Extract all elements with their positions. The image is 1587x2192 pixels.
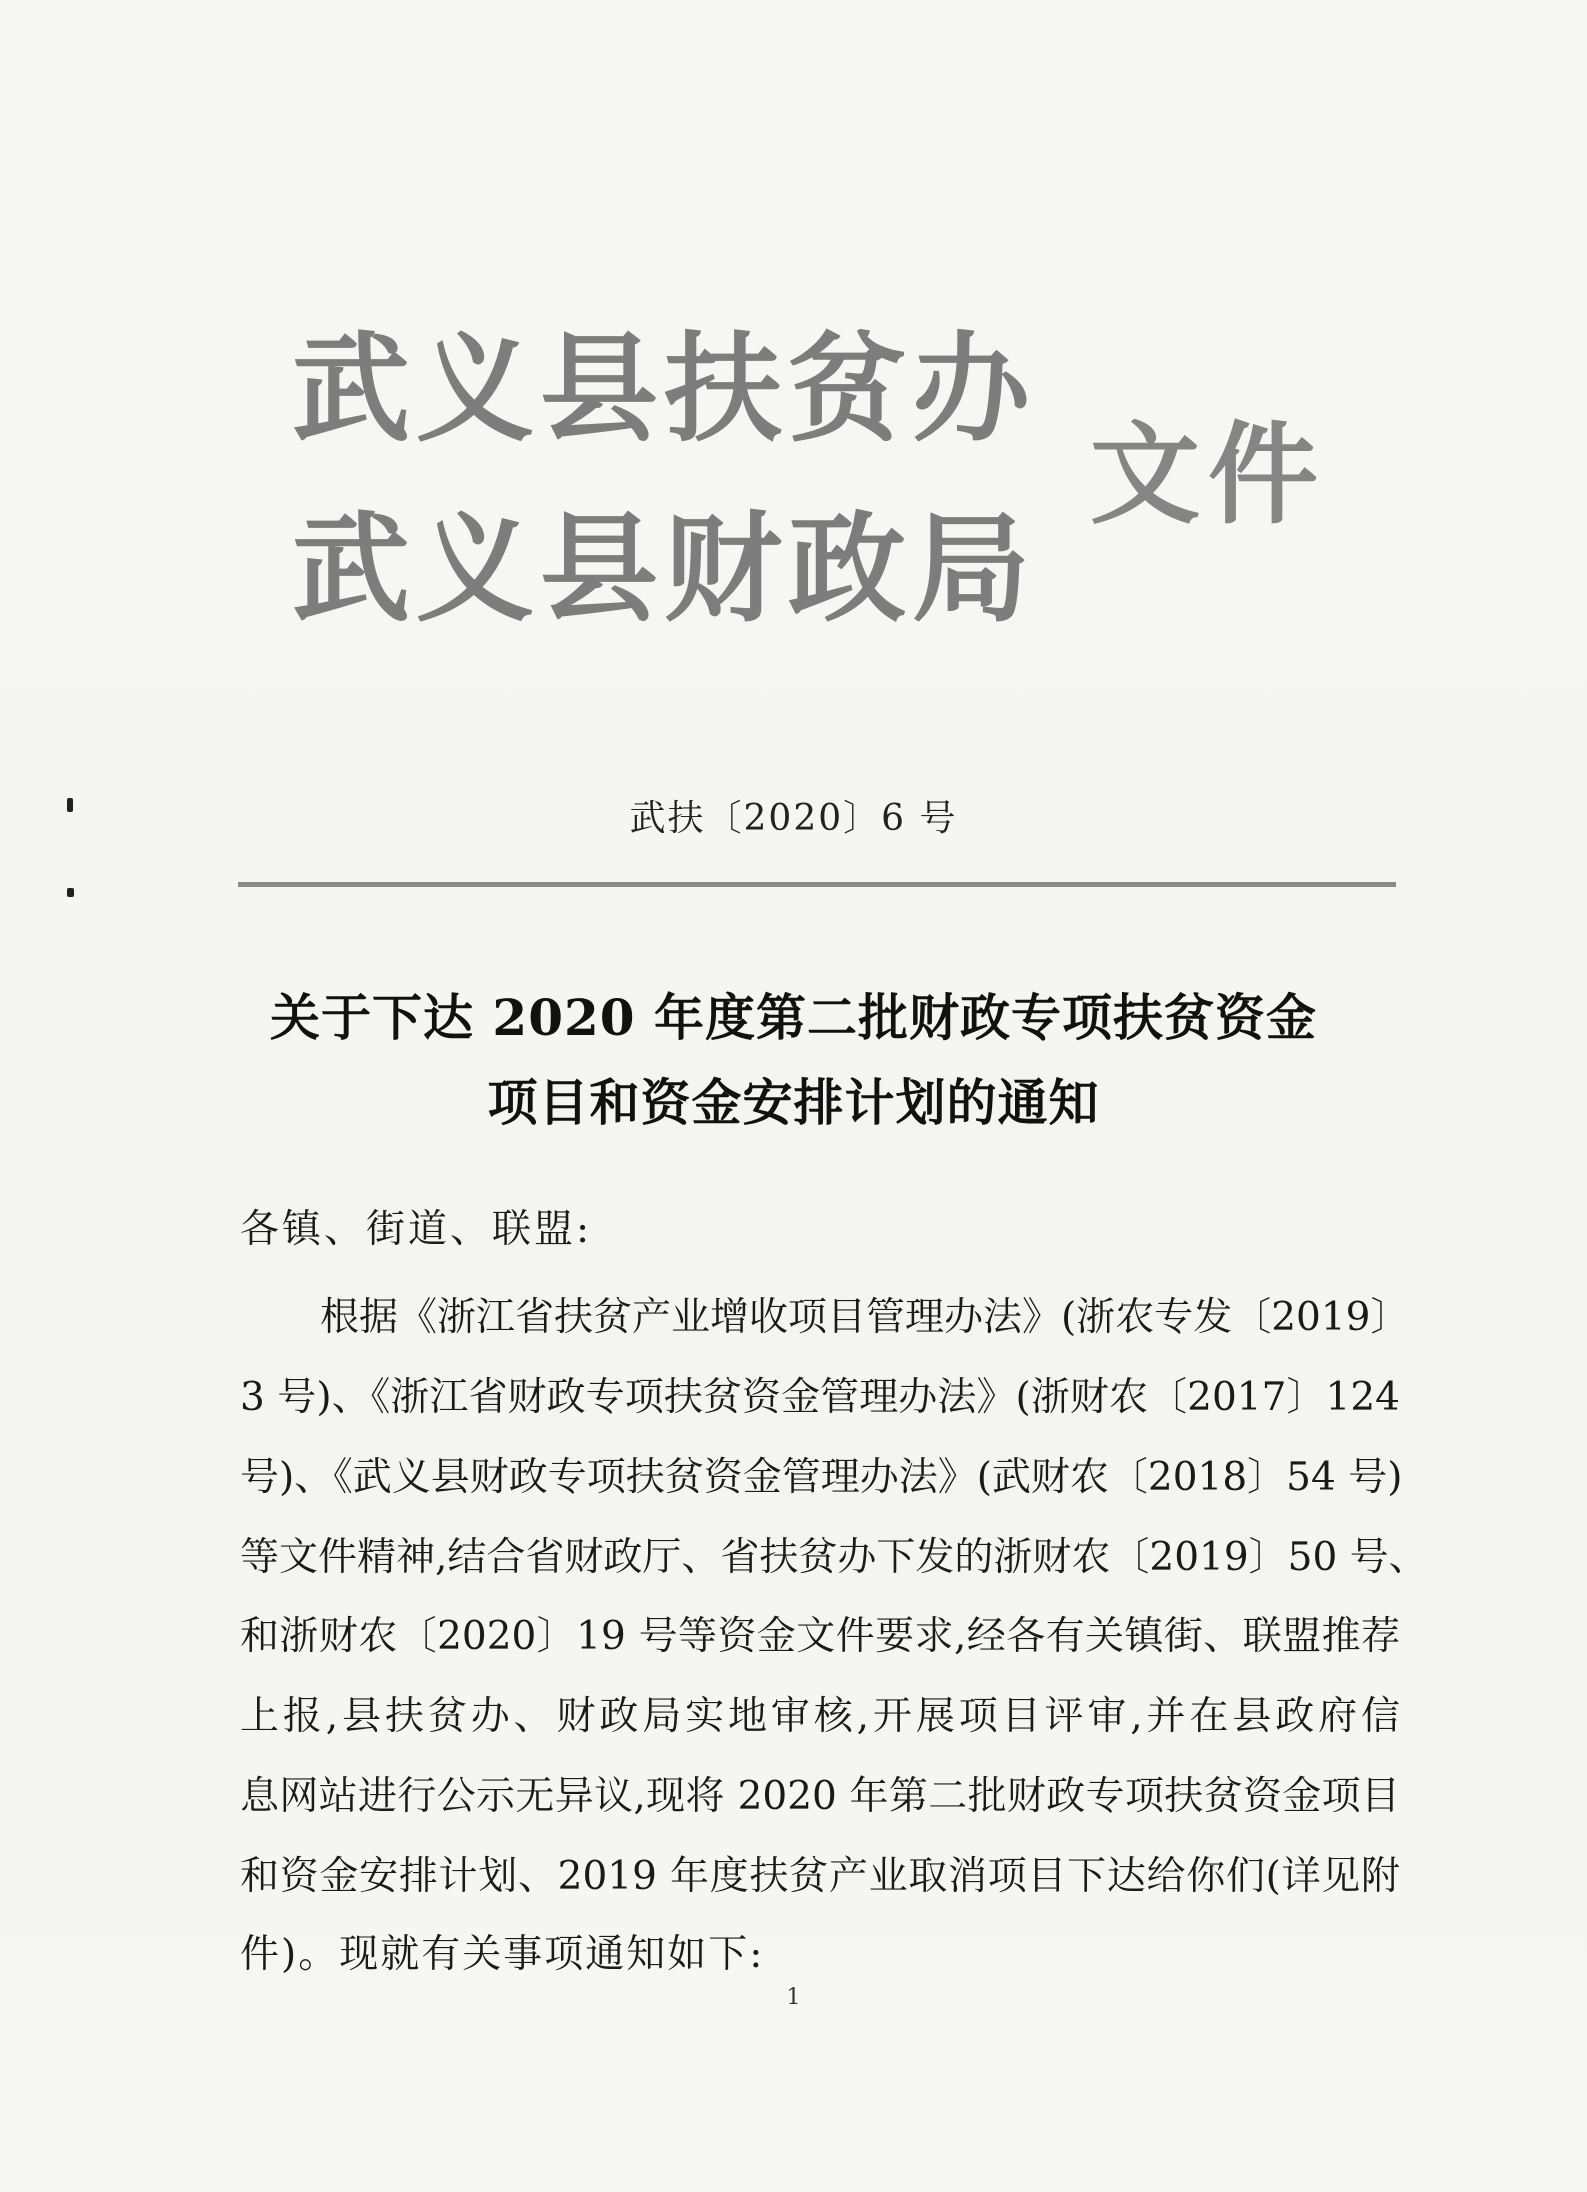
binding-hole-mark xyxy=(67,888,74,897)
body-text-line: 上报,县扶贫办、财政局实地审核,开展项目评审,并在县政府信 xyxy=(240,1694,1400,1739)
header-divider xyxy=(238,882,1396,887)
body-text-line: 和资金安排计划、2019 年度扶贫产业取消项目下达给你们(详见附 xyxy=(240,1854,1400,1899)
body-text-line: 息网站进行公示无异议,现将 2020 年第二批财政专项扶贫资金项目 xyxy=(240,1774,1400,1819)
issuing-org-line-1: 武义县扶贫办 xyxy=(292,320,1037,458)
body-text-line: 件)。现就有关事项通知如下: xyxy=(240,1932,765,1977)
document-title-line-2: 项目和资金安排计划的通知 xyxy=(487,1073,1100,1132)
body-text-line: 根据《浙江省扶贫产业增收项目管理办法》(浙农专发〔2019〕 xyxy=(320,1295,1410,1340)
body-text-line: 等文件精神,结合省财政厅、省扶贫办下发的浙财农〔2019〕50 号、 xyxy=(240,1535,1428,1580)
body-text-line: 3 号)、《浙江省财政专项扶贫资金管理办法》(浙财农〔2017〕124 xyxy=(240,1375,1400,1420)
body-text-line: 和浙财农〔2020〕19 号等资金文件要求,经各有关镇街、联盟推荐 xyxy=(240,1614,1400,1659)
document-title-line-1: 关于下达 2020 年度第二批财政专项扶贫资金 xyxy=(270,988,1317,1047)
document-number: 武扶〔2020〕6 号 xyxy=(629,798,958,839)
issuing-org-line-2: 武义县财政局 xyxy=(292,500,1037,638)
page-number: 1 xyxy=(786,1985,801,2010)
body-text-line: 号)、《武义县财政专项扶贫资金管理办法》(武财农〔2018〕54 号) xyxy=(240,1455,1403,1500)
doc-type-mark: 文件 xyxy=(1090,411,1326,539)
salutation: 各镇、街道、联盟: xyxy=(240,1207,593,1252)
